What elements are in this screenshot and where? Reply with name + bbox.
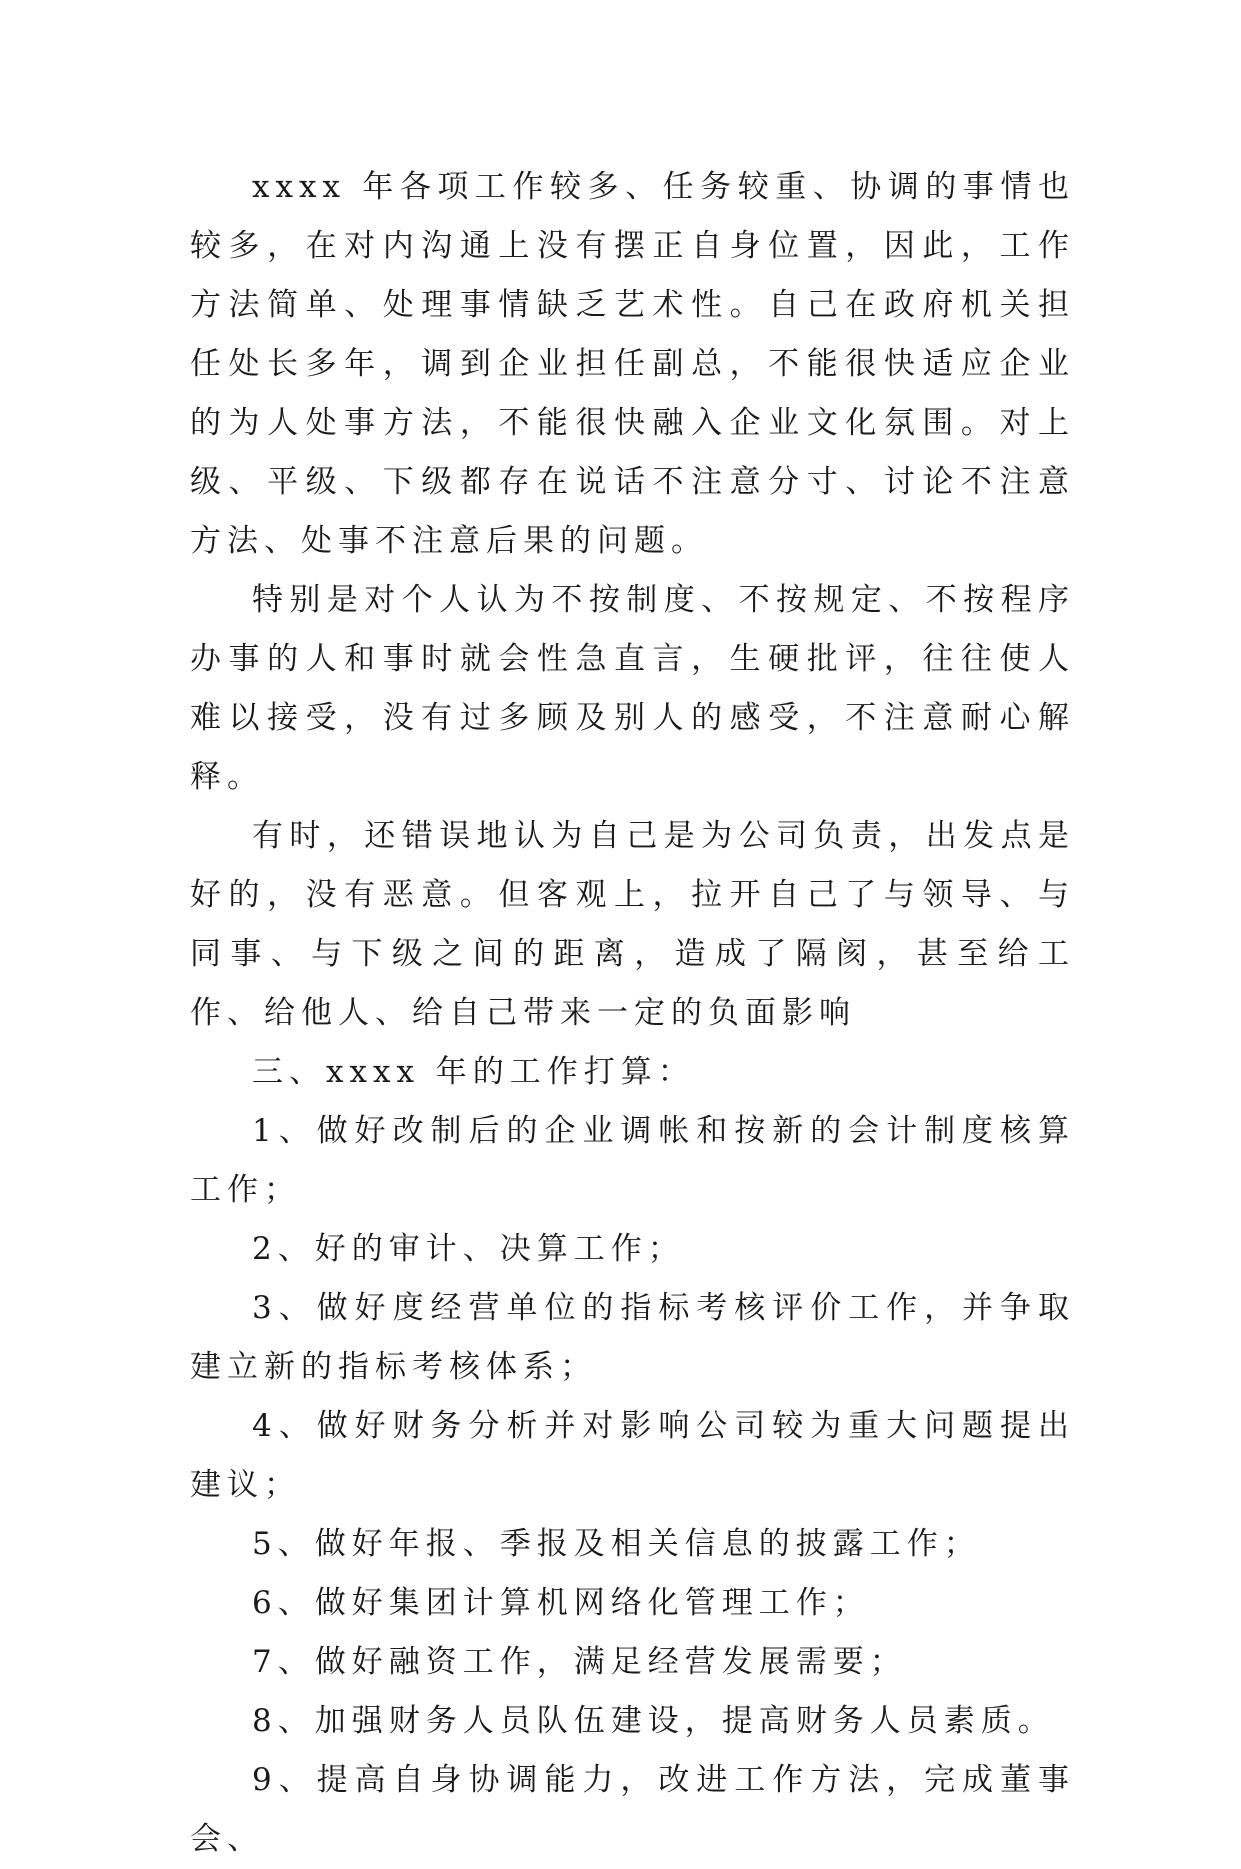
paragraph-problems: xxxx 年各项工作较多、任务较重、协调的事情也较多，在对内沟通上没有摆正自身位置，因此，工作方法简单、处理事情缺乏艺术性。自己在政府机关担任处长多年，调到企业担任副总，不能很快适应企业的为人处事方法，不能很快融入企业文化氛围。对上级、平级、下级都存在说话不注意分寸、讨论不注意方法、处事不注意后果的问题。 — [190, 169, 1075, 559]
plan-item-5: 5、做好年报、季报及相关信息的披露工作； — [252, 1526, 981, 1562]
plan-item-6: 6、做好集团计算机网络化管理工作； — [252, 1585, 870, 1621]
plan-item-1: 1、做好改制后的企业调帐和按新的会计制度核算工作； — [190, 1113, 1075, 1208]
paragraph-sometimes: 有时，还错误地认为自己是为公司负责，出发点是好的，没有恶意。但客观上，拉开自己了与领导、与同事、与下级之间的距离，造成了隔阂，甚至给工作、给他人、给自己带来一定的负面影响 — [190, 818, 1075, 1031]
paragraph-especially: 特别是对个人认为不按制度、不按规定、不按程序办事的人和事时就会性急直言，生硬批评，往往使人难以接受，没有过多顾及别人的感受，不注意耐心解释。 — [190, 582, 1075, 795]
plan-item-7: 7、做好融资工作，满足经营发展需要； — [252, 1644, 907, 1680]
document-body — [190, 158, 1075, 1869]
plan-item-4: 4、做好财务分析并对影响公司较为重大问题提出建议； — [190, 1408, 1075, 1503]
section-heading-work-plan: 三、xxxx 年的工作打算： — [252, 1054, 695, 1090]
plan-item-9: 9、提高自身协调能力，改进工作方法，完成董事会、 — [190, 1762, 1075, 1857]
plan-item-2: 2、好的审计、决算工作； — [252, 1231, 685, 1267]
plan-item-3: 3、做好度经营单位的指标考核评价工作，并争取建立新的指标考核体系； — [190, 1290, 1075, 1385]
plan-item-8: 8、加强财务人员队伍建设，提高财务人员素质。 — [252, 1703, 1055, 1739]
